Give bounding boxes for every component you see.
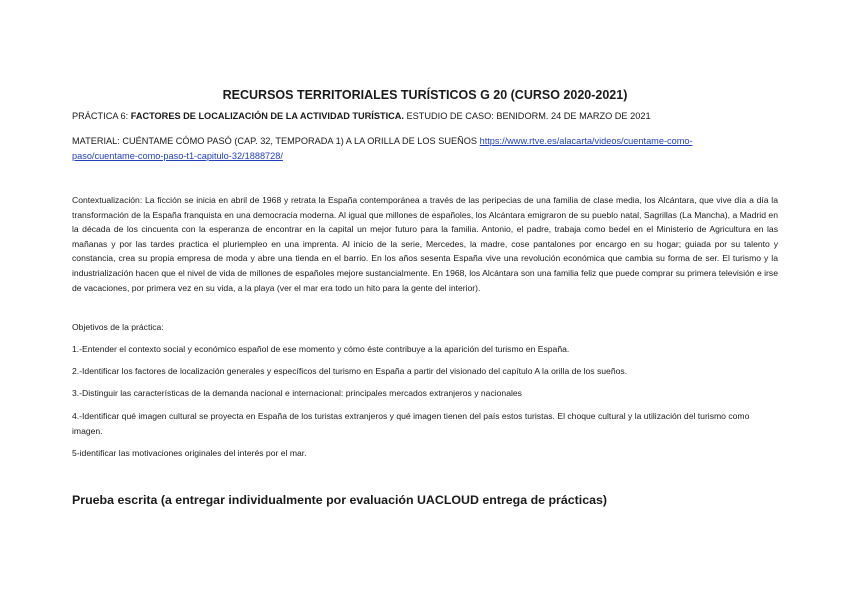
objetivo-item: 4.-Identificar qué imagen cultural se proyecta en España de los turistas extranjeros y qué imagen tienen del país estos turistas. El choque cultural y la utilización del turismo como imagen. [72,411,750,436]
practica-line [72,111,778,121]
objetivos-label: Objetivos de la práctica: [72,322,164,332]
objetivo-item: 3.-Distinguir las características de la demanda nacional e internacional: principales mercados extranjeros y nacionales [72,388,522,398]
practica-case: ESTUDIO DE CASO: BENIDORM. 24 DE MARZO DE 2021 [403,111,651,121]
practica-topic: FACTORES DE LOCALIZACIÓN DE LA ACTIVIDAD TURÍSTICA. [130,111,404,121]
material-text: MATERIAL: CUÉNTAME CÓMO PASÓ (CAP. 32, TEMPORADA 1) A LA ORILLA DE LOS SUEÑOS [72,136,480,146]
material-link-wrap[interactable]: paso/cuentame-como-paso-t1-capitulo-32/1888728/ [72,151,283,161]
material-link[interactable]: https://www.rtve.es/alacarta/videos/cuentame-como- [479,136,693,146]
contextualizacion-paragraph: Contextualización: La ficción se inicia en abril de 1968 y retrata la España contemporánea a través de las peripecias de una familia de clase media, los Alcántara, que vive día a día la transformación de la España franquista en una democracia moderna. Al igual que millones de españoles, los Alcántara emigraron de su pueblo natal, Sagrillas (La Mancha), a Madrid en la década de los cincuenta con la esperanza de encontrar en la capital un mejor futuro para la familia. Antonio, el padre, trabaja como bedel en el Ministerio de Agricultura en las mañanas y por las tardes practica el pluriempleo en una imprenta. Al inicio de la serie, Mercedes, la madre, cose pantalones por encargo en su hogar; guiada por su talento y constancia, crea su propia empresa de moda y abre una tienda en el barrio. En los años sesenta España vive una revolución económica que cambia su forma de ser. El turismo y la industrialización hacen que el nivel de vida de millones de españoles mejore sustancialmente. En 1968, los Alcántara son una familia feliz que puede comprar su primera televisión e irse de vacaciones, por primera vez en su vida, a la playa (ver el mar era todo un hito para la gente del interior). [72,195,778,293]
prueba-escrita-heading: Prueba escrita (a entregar individualmente por evaluación UACLOUD entrega de prácticas) [72,493,608,507]
objetivo-item: 5-identificar las motivaciones originales del interés por el mar. [72,448,307,458]
objetivo-item: 2.-Identificar los factores de localización generales y específicos del turismo en España a partir del visionado del capítulo A la orilla de los sueños. [72,366,628,376]
practica-prefix: PRÁCTICA 6: [72,111,131,121]
objetivo-item: 1.-Entender el contexto social y económico español de ese momento y cómo éste contribuye a la aparición del turismo en España. [72,344,570,354]
material-link-continuation [72,151,778,161]
document-title: RECURSOS TERRITORIALES TURÍSTICOS G 20 (CURSO 2020-2021) [222,88,628,102]
material-line [72,136,778,146]
